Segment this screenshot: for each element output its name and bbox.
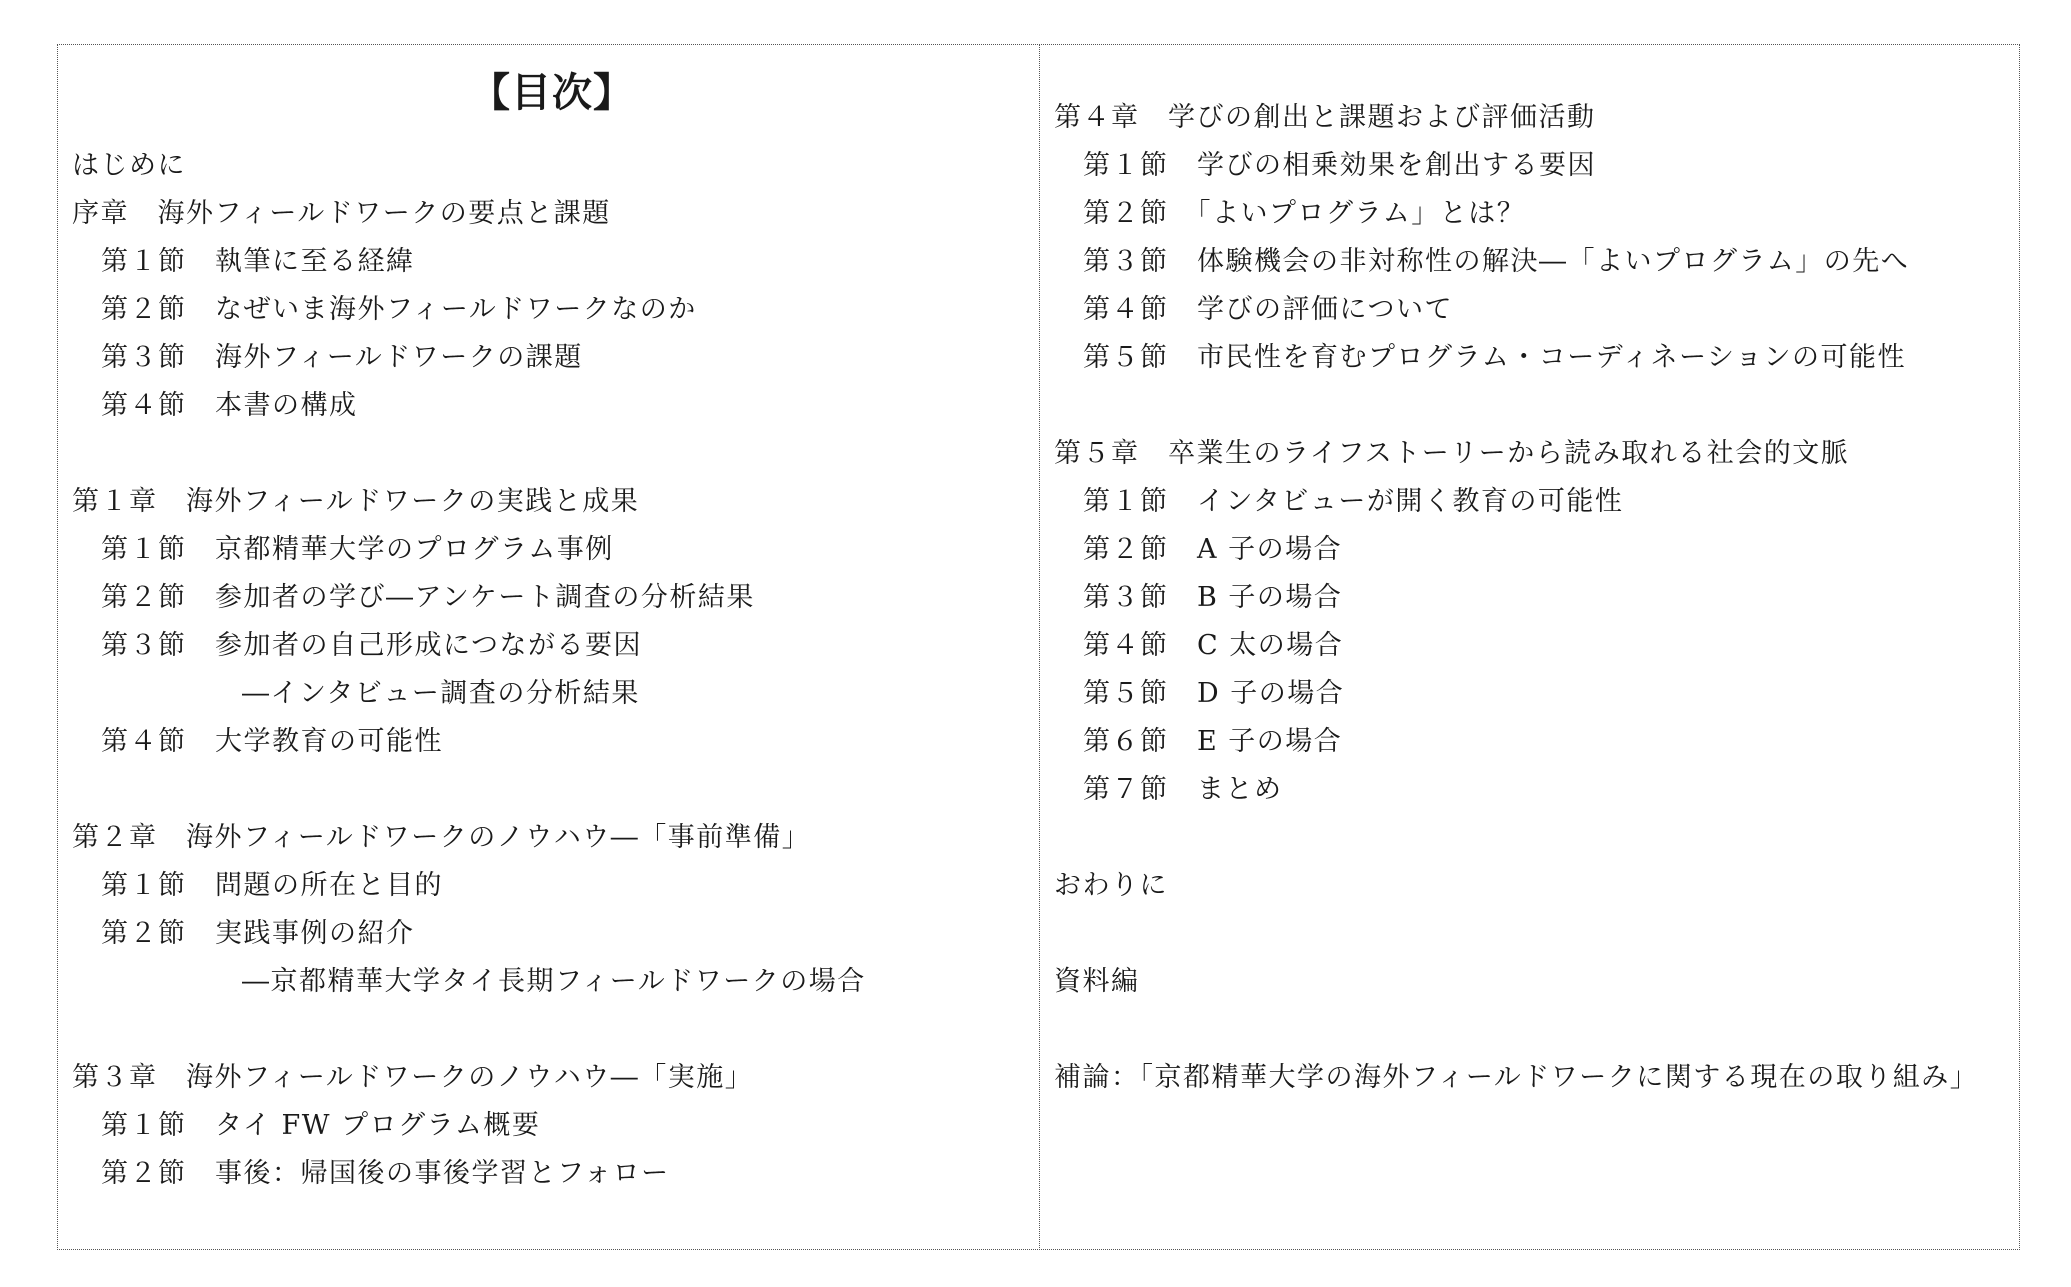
toc-title: 【目次】 (470, 69, 634, 116)
column-divider (1039, 44, 1040, 1250)
toc-section: 第４節 C 太の場合 (1083, 630, 1344, 661)
toc-chapter-4: 第４章 学びの創出と課題および評価活動 (1054, 102, 1596, 133)
toc-section: 第２節 A 子の場合 (1083, 534, 1343, 565)
toc-section: 第１節 インタビューが開く教育の可能性 (1083, 486, 1624, 517)
toc-section: 第３節 参加者の自己形成につながる要因 (101, 630, 642, 661)
toc-entry-appendix: 資料編 (1054, 966, 1140, 997)
toc-section-subtitle: ―京都精華大学タイ長期フィールドワークの場合 (242, 966, 866, 997)
toc-section: 第２節 「よいプログラム」とは？ (1083, 198, 1526, 229)
toc-section: 第４節 本書の構成 (101, 390, 358, 421)
toc-chapter-3: 第３章 海外フィールドワークのノウハウ―「実施」 (72, 1062, 754, 1093)
toc-section: 第１節 執筆に至る経緯 (101, 246, 415, 277)
toc-section: 第１節 タイ FW プログラム概要 (101, 1110, 541, 1141)
toc-section: 第５節 市民性を育むプログラム・コーディネーションの可能性 (1083, 342, 1906, 373)
toc-section: 第６節 E 子の場合 (1083, 726, 1343, 757)
toc-chapter-prologue: 序章 海外フィールドワークの要点と課題 (72, 198, 611, 229)
toc-section: 第５節 D 子の場合 (1083, 678, 1345, 709)
toc-section: 第２節 なぜいま海外フィールドワークなのか (101, 294, 697, 325)
toc-section: 第２節 参加者の学び―アンケート調査の分析結果 (101, 582, 755, 613)
toc-section: 第４節 大学教育の可能性 (101, 726, 443, 757)
toc-entry-intro: はじめに (72, 150, 186, 181)
toc-section: 第７節 まとめ (1083, 774, 1283, 805)
toc-section: 第３節 B 子の場合 (1083, 582, 1343, 613)
toc-section: 第２節 実践事例の紹介 (101, 918, 415, 949)
toc-entry-supplement: 補論：「京都精華大学の海外フィールドワークに関する現在の取り組み」 (1054, 1062, 1979, 1093)
toc-section-subtitle: ―インタビュー調査の分析結果 (242, 678, 640, 709)
toc-chapter-5: 第５章 卒業生のライフストーリーから読み取れる社会的文脈 (1054, 438, 1850, 469)
toc-section: 第３節 体験機会の非対称性の解決―「よいプログラム」の先へ (1083, 246, 1910, 277)
toc-section: 第１節 問題の所在と目的 (101, 870, 443, 901)
toc-section: 第１節 学びの相乗効果を創出する要因 (1083, 150, 1596, 181)
toc-section: 第２節 事後：帰国後の事後学習とフォロー (101, 1158, 670, 1189)
toc-entry-afterword: おわりに (1054, 870, 1168, 901)
toc-chapter-2: 第２章 海外フィールドワークのノウハウ―「事前準備」 (72, 822, 811, 853)
toc-section: 第１節 京都精華大学のプログラム事例 (101, 534, 614, 565)
toc-section: 第３節 海外フィールドワークの課題 (101, 342, 583, 373)
toc-chapter-1: 第１章 海外フィールドワークの実践と成果 (72, 486, 640, 517)
toc-section: 第４節 学びの評価について (1083, 294, 1453, 325)
